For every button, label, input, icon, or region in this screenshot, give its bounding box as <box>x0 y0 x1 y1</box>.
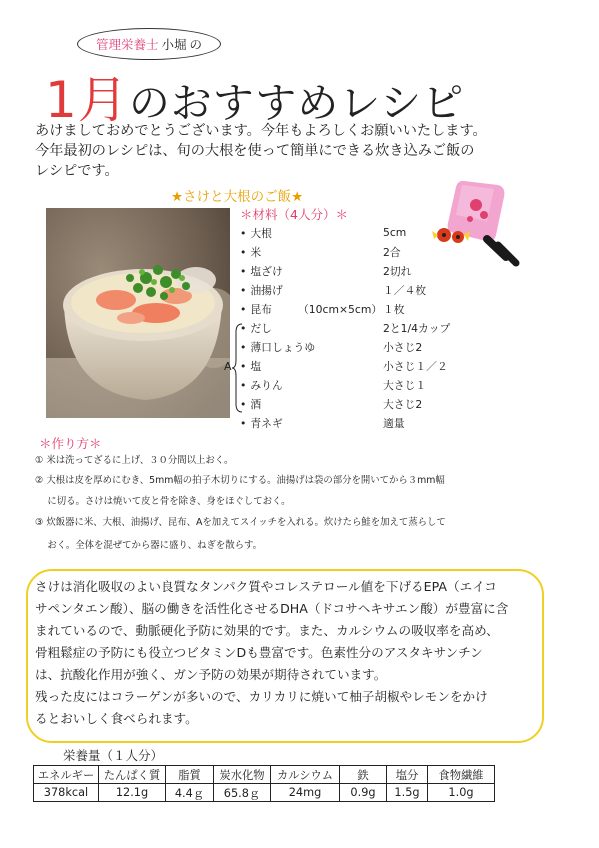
note-line: サペンタエン酸）、脳の働きを活性化させるDHA（ドコサヘキサエン酸）が豊富に含 <box>35 601 509 616</box>
table-cell: 65.8ｇ <box>214 784 271 802</box>
step-line: おく。全体を混ぜてから器に盛り、ねぎを散らす。 <box>35 540 263 551</box>
table-header-cell: カルシウム <box>271 766 340 784</box>
nutrition-table <box>33 765 495 802</box>
ingredient-item: • みりん <box>240 379 283 392</box>
table-header-cell: エネルギー <box>34 766 99 784</box>
table-cell: 378kcal <box>34 784 99 802</box>
note-line: は、抗酸化作用が強く、ガン予防の効果が期待されています。 <box>35 667 387 682</box>
ingredient-item: • 薄口しょうゆ <box>240 341 316 354</box>
table-cell: 1.0g <box>428 784 495 802</box>
ingredient-qty: 小さじ１／２ <box>383 360 448 373</box>
ingredient-qty: 小さじ2 <box>383 341 423 354</box>
table-cell: 24mg <box>271 784 340 802</box>
step-line: に切る。さけは焼いて皮と骨を除き、身をほぐしておく。 <box>35 496 291 507</box>
step-line: ① 米は洗ってざるに上げ、３０分間以上おく。 <box>35 455 234 466</box>
intro-line: あけましておめでとうございます。今年もよろしくお願いいたします。 <box>35 123 487 139</box>
ingredient-item: • 酒 <box>240 398 262 411</box>
ingredient-qty: 2と1/4カップ <box>383 322 451 335</box>
ingredient-qty: 大さじ１ <box>383 379 427 392</box>
note-line: るとおいしく食べられます。 <box>35 711 198 726</box>
hagoita-paddle-icon <box>432 175 532 274</box>
table-cell: 0.9g <box>340 784 387 802</box>
table-header-cell: 脂質 <box>166 766 214 784</box>
ingredient-item: • 大根 <box>240 227 272 240</box>
ingredient-item: • 油揚げ <box>240 284 283 297</box>
ingredient-item: • 青ネギ <box>240 417 283 430</box>
recipe-name: ★さけと大根のご飯★ <box>171 189 304 205</box>
ingredient-qty: 適量 <box>383 417 405 430</box>
badge-tail: の <box>189 37 203 52</box>
intro-line: 今年最初のレシピは、旬の大根を使って簡単にできる炊き込みご飯の <box>35 143 475 159</box>
title-month: 1月 <box>45 71 129 129</box>
note-line: さけは消化吸収のよい良質なタンパク質やコレステロール値を下げるEPA（エイコ <box>35 579 497 594</box>
ingredient-item: • だし <box>240 322 272 335</box>
nutrition-heading: 栄養量（１人分） <box>63 748 164 763</box>
ingredient-qty: 2切れ <box>383 265 412 278</box>
table-cell: 12.1g <box>99 784 166 802</box>
ingredient-qty: 5cm <box>383 226 407 239</box>
table-cell: 4.4ｇ <box>166 784 214 802</box>
intro-line: レシピです。 <box>35 163 119 179</box>
step-line: ② 大根は皮を厚めにむき、5mm幅の拍子木切りにする。油揚げは袋の部分を開いてから３mm幅 <box>35 475 445 486</box>
table-header-cell: 塩分 <box>387 766 428 784</box>
ingredient-qty: 大さじ2 <box>383 398 423 411</box>
table-cell: 1.5g <box>387 784 428 802</box>
title-text: のおすすめレシピ <box>128 79 465 127</box>
step-line: ③ 炊飯器に米、大根、油揚げ、昆布、Aを加えてスイッチを入れる。炊けたら鮭を加えて蒸らして <box>35 517 446 528</box>
note-line: 残った皮にはコラーゲンが多いので、カリカリに焼いて柚子胡椒やレモンをかけ <box>35 689 488 704</box>
table-header-cell: 鉄 <box>340 766 387 784</box>
ingredient-qty: 2合 <box>383 246 401 259</box>
badge-name: 小堀 <box>161 37 187 52</box>
ingredient-item: • 米 <box>240 246 262 259</box>
ingredients-heading: ＊材料（4人分）＊ <box>240 207 348 222</box>
group-label: A <box>224 360 232 373</box>
ingredient-qty: １／４枚 <box>383 284 427 297</box>
badge-role: 管理栄養士 <box>95 37 159 52</box>
author-badge <box>77 28 221 60</box>
table-row <box>34 784 495 802</box>
note-line: 骨粗鬆症の予防にも役立つビタミンDも豊富です。色素性分のアスタキサンチン <box>35 645 483 660</box>
ingredient-item: • 塩ざけ <box>240 265 283 278</box>
table-header-cell: 炭水化物 <box>214 766 271 784</box>
table-header-row <box>34 766 495 784</box>
steps-heading: ＊作り方＊ <box>39 436 102 451</box>
rice-bowl-photo <box>46 208 230 418</box>
ingredient-item: • 塩 <box>240 360 262 373</box>
ingredient-item: • 昆布 （10cm×5cm） <box>240 303 383 316</box>
table-header-cell: たんぱく質 <box>99 766 166 784</box>
group-brace <box>232 322 244 414</box>
ingredient-qty: １枚 <box>383 303 405 316</box>
table-header-cell: 食物繊維 <box>428 766 495 784</box>
note-line: まれているので、動脈硬化予防に効果的です。また、カルシウムの吸収率を高め、 <box>35 623 499 638</box>
